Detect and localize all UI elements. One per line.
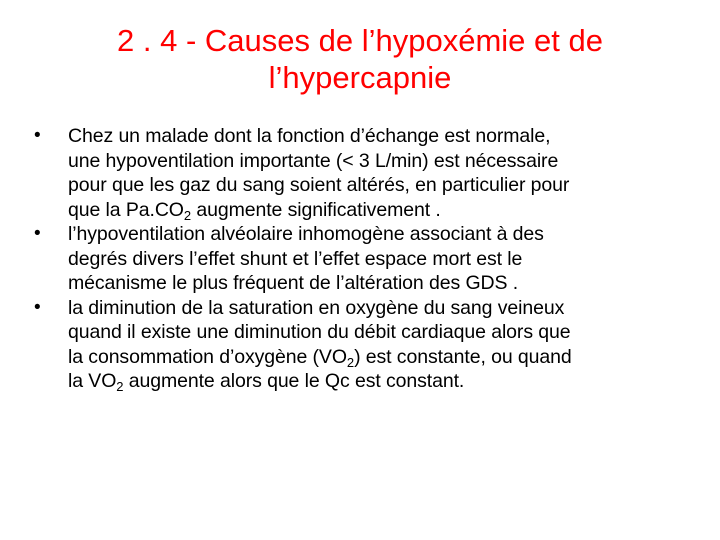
bullet-1-line-4-text-b: augmente significativement . (191, 198, 441, 221)
bullet-3-line-3-text-b: ) est constante, ou quand (354, 345, 572, 368)
bullet-2-line-3: mécanisme le plus fréquent de l’altération des GDS . (68, 272, 519, 294)
title-line-2: l’hypercapnie (268, 60, 452, 95)
bullet-1-line-1: Chez un malade dont la fonction d’échange est normale, (68, 125, 551, 147)
bullet-1-line-3: pour que les gaz du sang soient altérés, en particulier pour (68, 174, 570, 196)
bullet-icon: • (34, 125, 41, 146)
bullet-1-line-4 (68, 198, 694, 223)
bullet-3-line-3 (68, 345, 694, 370)
bullet-3-line-4-text-a: la VO (68, 370, 117, 392)
bullet-2-line-2: degrés divers l’effet shunt et l’effet espace mort est le (68, 247, 523, 270)
bullet-icon: • (34, 296, 41, 318)
subscript-2: 2 (183, 207, 192, 223)
bullet-3-line-2: quand il existe une diminution du débit cardiaque alors que (68, 321, 571, 343)
bullet-item-2 (34, 222, 694, 296)
bullet-list (34, 124, 694, 394)
bullet-1-line-2: une hypoventilation importante (< 3 L/min) est nécessaire (68, 149, 559, 172)
bullet-3-line-4-text-b: augmente alors que le Qc est constant. (123, 370, 465, 392)
subscript-2: 2 (116, 379, 124, 394)
bullet-3-line-1: la diminution de la saturation en oxygène du sang veineux (68, 296, 565, 319)
title-line-1: 2 . 4 - Causes de l’hypoxémie et de (117, 23, 603, 58)
slide-title (40, 22, 680, 96)
bullet-item-3 (34, 296, 694, 394)
bullet-3-line-3-text-a: la consommation d’oxygène (VO (68, 345, 347, 368)
bullet-2-line-1: l’hypoventilation alvéolaire inhomogène associant à des (68, 223, 544, 245)
subscript-2: 2 (346, 354, 355, 370)
bullet-1-line-4-text-a: que la Pa.CO (68, 198, 184, 221)
bullet-3-line-4 (68, 369, 694, 394)
bullet-item-1 (34, 124, 694, 222)
bullet-icon: • (34, 223, 41, 244)
